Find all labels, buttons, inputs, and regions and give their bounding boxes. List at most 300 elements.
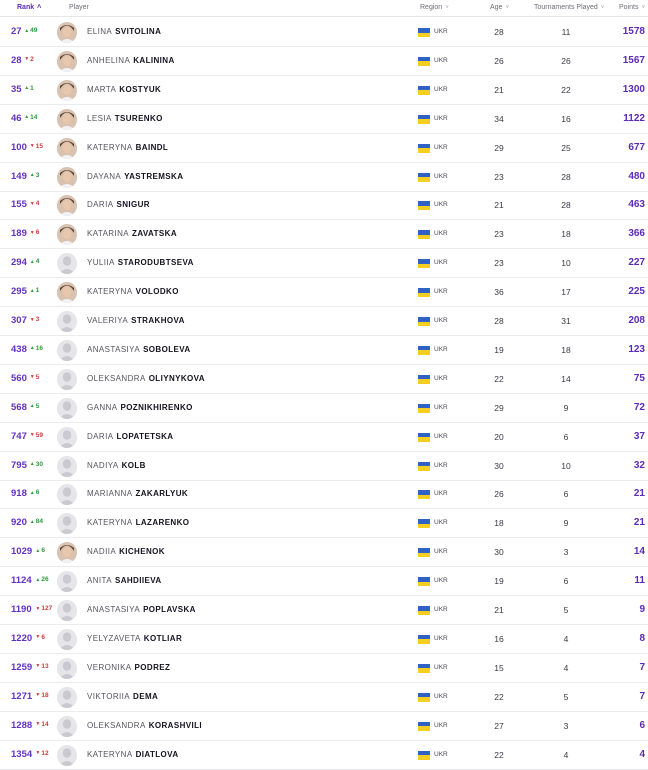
rank-change [35,750,48,757]
player-first-name: VERONIKA [87,662,132,672]
points-value: 366 [628,228,645,240]
player-last-name: OLIYNYKOVA [148,373,205,383]
rank-change-value: 59 [35,431,43,439]
tournaments-played-value: 6 [563,576,569,587]
rank-change [30,345,43,352]
table-row[interactable] [0,480,648,509]
rank-change [30,200,40,207]
region-code: UKR [434,28,448,35]
age-value: 23 [494,258,504,269]
chevron-down-icon: ˅ [641,4,645,11]
rank-value: 46 [11,112,22,124]
rank-value: 1029 [11,546,33,558]
tournaments-played-value: 28 [561,171,571,182]
player-avatar [57,282,77,303]
rank-value: 795 [11,459,27,471]
player-avatar [57,138,77,159]
rank-change-value: 18 [41,691,49,699]
points-value: 21 [633,488,645,500]
region-header-label: Region [420,4,443,11]
player-avatar [57,658,77,679]
arrow-down-icon: ▼ [29,229,35,236]
rank-change-value: 6 [41,547,45,555]
tournaments-played-value: 4 [563,749,569,760]
ukraine-flag-icon [418,722,430,731]
rank-value: 189 [11,228,27,240]
region-code: UKR [434,663,448,671]
rank-change-value: 84 [35,518,43,526]
table-header [0,0,648,17]
arrow-down-icon: ▼ [35,692,41,699]
age-value: 18 [494,518,504,529]
tournaments-played-value: 4 [563,662,569,673]
ukraine-flag-icon [418,462,430,471]
tournaments-played-value: 18 [561,229,571,240]
points-value: 480 [628,170,645,182]
tournaments-played-value: 3 [563,547,569,558]
player-first-name: KATARINA [87,229,130,239]
rank-change [30,287,40,294]
player-name-link[interactable] [87,229,177,238]
rank-change-value: 49 [30,27,38,34]
rank-change-value: 15 [35,142,43,150]
points-value: 1567 [622,54,645,66]
region-code: UKR [434,721,448,729]
player-avatar [57,629,77,650]
rank-change [35,634,45,641]
player-avatar [57,224,77,245]
rank-change [35,547,45,554]
player-name-link[interactable] [87,85,161,94]
player-last-name: PODREZ [134,662,171,672]
age-value: 28 [494,316,504,326]
player-first-name: MARIANNA [87,489,133,499]
arrow-up-icon: ▲ [29,345,35,352]
table-row[interactable] [0,336,648,365]
points-value: 227 [628,257,645,269]
table-row[interactable] [0,394,648,423]
player-name-link[interactable] [87,345,191,354]
player-avatar [57,51,77,72]
tournaments-played-value: 9 [563,518,569,529]
rank-change-value: 127 [41,605,53,612]
player-last-name: POPLAVSKA [143,605,196,614]
age-value: 30 [494,547,504,558]
tournaments-played-value: 14 [561,373,571,384]
region-code: UKR [434,114,448,122]
points-value: 32 [633,459,645,471]
ukraine-flag-icon [418,86,430,95]
player-first-name: ANITA [87,576,112,586]
player-last-name: SVITOLINA [115,27,162,36]
tournaments-played-value: 10 [561,258,571,269]
ukraine-flag-icon [418,606,430,615]
player-last-name: STARODUBTSEVA [117,258,194,268]
player-name-link[interactable] [87,200,150,209]
points-value: 11 [634,575,645,587]
points-value: 1300 [622,83,645,95]
player-name-link[interactable] [87,143,168,152]
ukraine-flag-icon [418,144,430,153]
player-avatar [57,22,77,43]
rank-change-value: 1 [30,84,34,92]
table-row[interactable] [0,423,648,452]
player-first-name: ANHELINA [87,55,131,65]
region-code: UKR [434,143,448,151]
rank-change-value: 3 [35,171,40,179]
table-row[interactable] [0,163,648,192]
player-name-link[interactable] [87,27,161,36]
region-code: UKR [434,461,448,469]
player-name-link[interactable] [87,692,158,701]
arrow-up-icon: ▲ [24,114,30,121]
rank-value: 155 [11,199,27,211]
chevron-down-icon: ˅ [445,4,449,11]
ukraine-flag-icon [418,346,430,355]
rank-value: 294 [11,257,27,269]
region-code: UKR [434,259,448,267]
player-first-name: GANNA [87,402,118,412]
points-value: 6 [639,719,645,731]
table-row[interactable] [0,134,648,163]
table-row[interactable] [0,18,648,47]
rank-column-header[interactable] [17,4,41,11]
player-name-link[interactable] [87,374,205,383]
age-value: 15 [494,662,504,673]
player-name-link[interactable] [87,663,170,672]
age-value: 28 [494,27,504,37]
player-last-name: DEMA [133,691,159,701]
arrow-down-icon: ▼ [35,605,41,612]
rank-change-value: 12 [41,749,49,757]
ukraine-flag-icon [418,28,430,37]
region-code: UKR [434,606,448,613]
player-header-label: Player [69,4,89,11]
chevron-down-icon: ˅ [600,4,605,11]
region-code: UKR [434,577,448,585]
points-value: 14 [633,546,645,558]
rank-change [35,721,48,728]
arrow-up-icon: ▲ [35,576,41,583]
player-first-name: YULIIA [87,258,115,268]
ukraine-flag-icon [418,230,430,239]
tournaments-played-value: 6 [563,431,569,442]
player-avatar [57,687,77,708]
arrow-up-icon: ▲ [24,85,30,92]
age-value: 26 [494,489,504,500]
points-value: 123 [628,343,645,355]
rank-value: 918 [11,488,27,500]
ukraine-flag-icon [418,201,430,210]
tournaments-played-value: 6 [563,489,569,500]
table-row[interactable] [0,452,648,481]
arrow-down-icon: ▼ [35,721,41,728]
age-value: 21 [494,200,504,211]
age-value: 26 [494,55,504,66]
region-code: UKR [434,432,448,440]
player-avatar [57,745,77,766]
player-last-name: SAHDIIEVA [114,576,162,586]
player-first-name: ANASTASIYA [87,605,141,614]
tournaments-played-value: 11 [561,27,571,37]
tournaments-played-value: 10 [561,460,571,471]
ukraine-flag-icon [418,375,430,384]
points-value: 677 [628,141,645,153]
arrow-up-icon: ▲ [29,172,35,178]
points-header-label: Points [619,4,639,11]
player-last-name: SOBOLEVA [143,344,191,354]
player-last-name: POZNIKHIRENKO [120,402,193,412]
age-value: 20 [494,431,504,442]
rank-value: 149 [11,170,27,182]
ukraine-flag-icon [418,635,430,644]
player-first-name: ANASTASIYA [87,344,141,354]
rank-value: 920 [11,517,27,529]
region-code: UKR [434,548,448,556]
player-first-name: DAYANA [87,171,122,181]
rank-change-value: 5 [35,402,40,410]
ukraine-flag-icon [418,490,430,499]
table-row[interactable] [0,712,648,741]
player-name-link[interactable] [87,634,182,643]
points-value: 37 [633,430,645,442]
age-value: 22 [494,373,504,384]
player-column-header[interactable] [69,4,89,11]
ukraine-flag-icon [418,173,430,182]
ukraine-flag-icon [418,751,430,760]
table-row[interactable] [0,365,648,394]
region-code: UKR [434,201,448,209]
player-last-name: ZAVATSKA [132,229,178,239]
ukraine-flag-icon [418,404,430,413]
table-row[interactable] [0,625,648,654]
player-first-name: NADIIA [87,547,117,557]
table-row[interactable] [0,220,648,249]
player-last-name: SNIGUR [116,200,150,210]
age-value: 21 [494,605,504,615]
arrow-up-icon: ▲ [29,489,35,496]
tournaments-played-value: 31 [561,316,571,326]
player-name-link[interactable] [87,432,174,441]
tournaments-played-value: 28 [561,200,571,211]
age-value: 23 [494,229,504,240]
player-name-link[interactable] [87,605,196,614]
rank-value: 1288 [11,719,33,731]
tournaments-played-value: 18 [561,344,571,355]
player-name-link[interactable] [87,750,179,759]
arrow-down-icon: ▼ [29,200,35,207]
player-name-link[interactable] [87,56,175,65]
points-value: 7 [639,661,645,673]
rank-value: 295 [11,286,27,298]
ukraine-flag-icon [418,57,430,66]
rank-change [30,403,40,410]
player-name-link[interactable] [87,316,185,325]
tournaments-played-value: 16 [561,113,571,124]
age-column-header[interactable] [490,4,509,11]
rank-value: 1190 [11,604,32,615]
age-value: 16 [494,633,504,644]
player-name-link[interactable] [87,403,193,412]
arrow-up-icon: ▲ [29,403,35,410]
rank-change-value: 6 [35,489,40,497]
player-avatar [57,109,77,130]
table-row[interactable] [0,654,648,683]
player-avatar [57,311,77,332]
player-name-link[interactable] [87,576,162,585]
player-last-name: KALININA [133,55,175,65]
rank-value: 560 [11,372,27,384]
tournaments-played-value: 5 [563,605,569,615]
player-name-link[interactable] [87,172,183,181]
arrow-up-icon: ▲ [29,287,35,294]
player-last-name: KOTLIAR [143,633,183,643]
arrow-up-icon: ▲ [29,258,35,265]
tournaments-played-value: 3 [563,720,569,731]
player-first-name: DARIA [87,200,114,210]
player-avatar [57,398,77,419]
player-name-link[interactable] [87,547,165,556]
ukraine-flag-icon [418,519,430,528]
rank-value: 1271 [11,690,33,702]
player-avatar [57,571,77,592]
player-last-name: BAINDL [135,142,169,152]
tournaments-played-value: 17 [561,287,571,298]
player-first-name: OLEKSANDRA [87,373,146,383]
region-code: UKR [434,490,448,498]
player-name-link[interactable] [87,489,188,498]
table-row[interactable] [0,249,648,278]
player-name-link[interactable] [87,461,146,470]
player-avatar [57,195,77,216]
rank-value: 27 [11,26,22,37]
player-last-name: ZAKARLYUK [135,489,189,499]
player-first-name: OLEKSANDRA [87,720,146,730]
rank-change [30,172,40,179]
player-last-name: KICHENOK [119,547,165,557]
arrow-down-icon: ▼ [29,143,35,150]
table-row[interactable] [0,538,648,567]
points-column-header[interactable] [619,4,645,11]
age-value: 29 [494,142,504,153]
tournaments-played-value: 25 [561,142,571,153]
region-code: UKR [434,519,448,527]
rank-change [30,518,43,525]
player-first-name: YELYZAVETA [87,633,141,643]
rank-change-value: 5 [35,373,40,381]
player-name-link[interactable] [87,721,202,730]
rank-change [30,432,43,439]
rank-change-value: 3 [35,316,40,323]
rank-value: 100 [11,141,27,153]
rank-change [24,114,37,121]
age-value: 27 [494,720,504,731]
rank-change [35,663,48,670]
region-code: UKR [434,85,448,93]
rank-change [30,258,40,265]
ukraine-flag-icon [418,288,430,297]
player-name-link[interactable] [87,258,194,267]
age-value: 19 [494,576,504,587]
table-row[interactable] [0,278,648,307]
rank-change [30,374,40,381]
table-row[interactable] [0,741,648,770]
player-avatar [57,369,77,390]
table-row[interactable] [0,76,648,105]
age-header-label: Age [490,4,503,11]
age-value: 21 [494,84,504,95]
player-name-link[interactable] [87,518,189,527]
points-value: 75 [633,372,645,384]
player-avatar [57,427,77,448]
arrow-down-icon: ▼ [24,56,30,63]
rank-change [30,489,40,496]
rank-value: 747 [11,430,27,442]
rank-change-value: 1 [35,287,40,295]
table-row[interactable] [0,509,648,538]
age-value: 23 [494,171,504,182]
region-code: UKR [434,230,448,238]
table-row[interactable] [0,307,648,336]
region-code: UKR [434,56,448,64]
player-avatar [57,253,77,274]
age-value: 34 [494,113,504,124]
region-column-header[interactable] [420,4,449,11]
age-value: 29 [494,402,504,413]
table-row[interactable] [0,567,648,596]
table-row[interactable] [0,596,648,625]
rank-change [30,229,40,236]
rank-change-value: 6 [35,229,40,237]
player-name-link[interactable] [87,287,179,296]
region-code: UKR [434,634,448,642]
player-last-name: KOLB [121,460,146,470]
tournaments-header-label: Tournaments Played [534,4,598,11]
age-value: 30 [494,460,504,471]
ukraine-flag-icon [418,115,430,124]
table-row[interactable] [0,105,648,134]
player-last-name: KOSTYUK [119,84,162,94]
age-value: 19 [494,344,504,355]
points-value: 8 [639,632,645,644]
tournaments-column-header[interactable] [534,4,604,11]
table-row[interactable] [0,47,648,76]
table-row[interactable] [0,683,648,712]
ukraine-flag-icon [418,577,430,586]
player-avatar [57,456,77,477]
region-code: UKR [434,317,448,324]
arrow-up-icon: ▲ [29,461,35,467]
player-first-name: VIKTORIIA [87,691,131,701]
rank-value: 1354 [11,748,33,760]
arrow-down-icon: ▼ [29,432,35,439]
rank-value: 1259 [11,661,33,673]
table-row[interactable] [0,191,648,220]
player-first-name: DARIA [87,431,114,441]
rank-change-value: 16 [35,344,43,352]
player-last-name: KORASHVILI [148,720,203,730]
rank-value: 28 [11,54,22,66]
points-value: 463 [628,199,645,211]
player-first-name: VALERIYA [87,316,129,325]
player-name-link[interactable] [87,114,163,123]
ukraine-flag-icon [418,433,430,442]
rank-change [24,85,34,92]
player-avatar [57,513,77,534]
player-first-name: KATERYNA [87,749,133,759]
arrow-up-icon: ▲ [24,27,30,34]
region-code: UKR [434,403,448,411]
